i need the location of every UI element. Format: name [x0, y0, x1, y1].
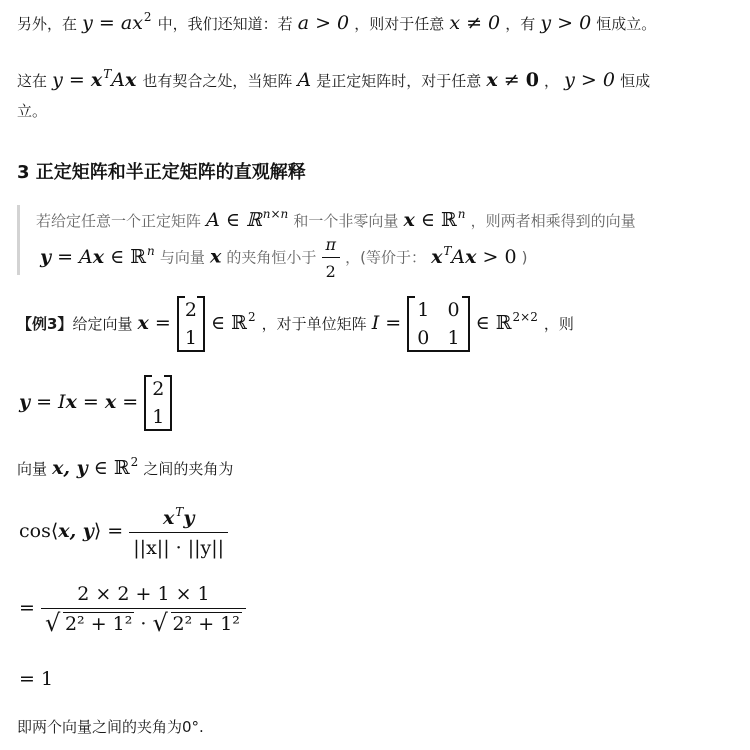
p1-text-3: ，则对于任意	[354, 15, 445, 33]
quote-text-4: 与向量	[159, 248, 205, 267]
quote-matrix-domain: A ∈ ℝ$^{n\times n}$	[206, 207, 289, 231]
quote-text-5: 的夹角恒小于	[226, 248, 317, 267]
quote-quadratic: $x^TAx > 0$	[431, 243, 517, 268]
example-vector-def: x = 2 1 ∈ ℝ$^2$	[138, 312, 262, 334]
example-text-1: 给定向量	[72, 315, 133, 333]
paragraph-2	[17, 59, 733, 126]
example-3	[17, 296, 574, 352]
p2-matrix-a: A	[297, 69, 312, 91]
p1-cond-x: x ≠ 0	[449, 12, 501, 34]
quote-pi-half: $\frac{\pi}{2}$	[322, 235, 341, 281]
p1-text-5: 恒成立。	[596, 15, 657, 33]
p2-text-1: 这在	[17, 72, 48, 90]
angle-text-2: 之间的夹角为	[143, 460, 234, 478]
quote-line-1	[36, 207, 636, 231]
p2-text-2: 也有契合之处，当矩阵	[142, 72, 293, 90]
p2-text-3: 是正定矩阵时，对于任意	[316, 72, 482, 90]
cos-calc: = 2 × 2 + 1 × 1 √ 2² + 1² · √ 2² + 1²	[19, 583, 246, 635]
quote-line-2	[40, 235, 528, 281]
angle-text-1: 向量	[17, 460, 48, 478]
quote-text-6: ，(等价于：	[345, 248, 426, 267]
p1-text-1: 另外，在	[17, 15, 78, 33]
p1-text-4: ，有	[505, 15, 536, 33]
equation-y: y = Ix = x = 2 1	[19, 375, 172, 431]
p2-text-5: 恒成	[620, 72, 651, 90]
p2-text-4: ，	[544, 72, 560, 90]
p2-equation: $y = x^TAx$	[52, 67, 137, 91]
p1-cond-a: a > 0	[297, 12, 350, 34]
quote-vector-domain: x ∈ ℝ$^n$	[403, 207, 466, 231]
p1-equation: $y = ax^2$	[82, 10, 152, 34]
p2-cond-x: x ≠ 0	[486, 69, 539, 91]
cos-formula: cos⟨x, y⟩ = $\frac{x^Ty}{||x|| \cdot ||y||}$	[19, 505, 228, 559]
vector-x-bracket: 2 1	[177, 296, 205, 352]
example-label: 【例3】	[17, 315, 73, 333]
paragraph-1	[17, 10, 733, 34]
sqrt-1: √ 2² + 1²	[44, 609, 133, 637]
example-text-3: ，则	[543, 315, 574, 333]
quote-text-1: 若给定任意一个正定矩阵	[36, 212, 202, 230]
quote-vector-x: x	[209, 245, 222, 268]
result-equation: = 1	[19, 668, 54, 690]
vector-y-bracket: 2 1	[144, 375, 172, 431]
example-identity-def: I = 1 0 0 1 ∈ ℝ$^{2\times 2}$	[372, 312, 544, 334]
quote-text-7: )	[521, 248, 528, 267]
quote-text-2: 和一个非零向量	[293, 212, 399, 230]
angle-domain: x, y ∈ ℝ$^2$	[52, 455, 139, 479]
quote-product: y = Ax ∈ ℝ$^n$	[40, 243, 155, 268]
definition-quote	[17, 205, 720, 281]
p1-text-2: 中，我们还知道：若	[157, 15, 293, 33]
sqrt-2: √ 2² + 1²	[152, 609, 240, 637]
calc-fraction: 2 × 2 + 1 × 1 √ 2² + 1² · √ 2² + 1²	[41, 583, 246, 635]
cos-fraction: $\frac{x^Ty}{||x|| \cdot ||y||}$	[129, 505, 228, 559]
p2-cond-y: y > 0	[564, 69, 615, 91]
angle-intro	[17, 455, 233, 479]
conclusion-text: 即两个向量之间的夹角为0°.	[17, 718, 204, 736]
p2-text-6: 立。	[17, 102, 48, 120]
section-heading: 3 正定矩阵和半正定矩阵的直观解释	[17, 162, 306, 183]
example-text-2: ，对于单位矩阵	[261, 315, 367, 333]
quote-text-3: ，则两者相乘得到的向量	[470, 212, 636, 230]
p1-cond-y: y > 0	[540, 12, 592, 34]
identity-bracket: 1 0 0 1	[407, 296, 469, 352]
